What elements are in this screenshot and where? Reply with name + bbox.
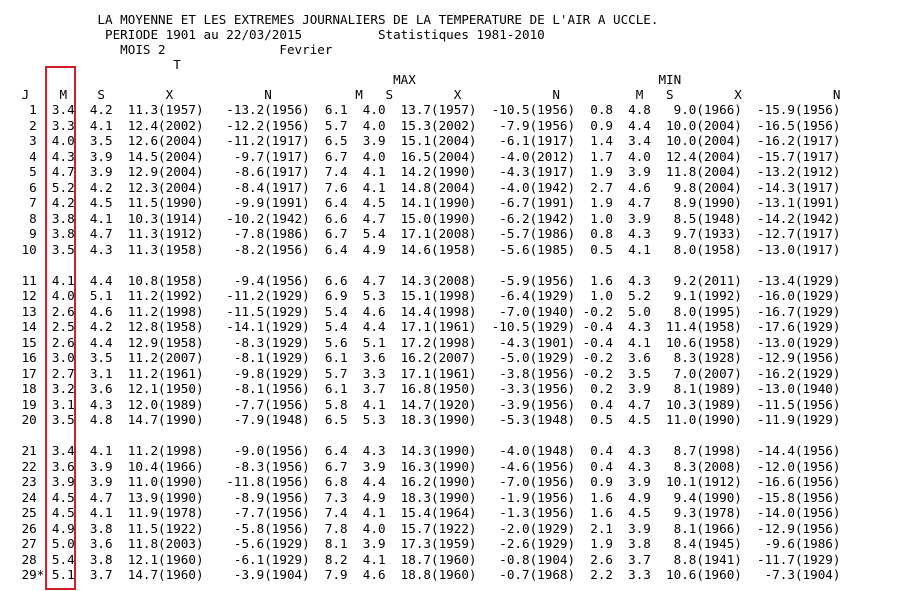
table-row: 12 4.0 5.1 11.2(1992) -11.2(1929) 6.9 5.3 15.1(1998) -6.4(1929) 1.0 5.2 9.1(1992) -16.0(1929)	[14, 288, 841, 303]
table-row: 22 3.6 3.9 10.4(1966) -8.3(1956) 6.7 3.9 16.3(1990) -4.6(1956) 0.4 4.3 8.3(2008) -12.0(1956)	[14, 458, 841, 474]
table-row: 3 4.0 3.5 12.6(2004) -11.2(1917) 6.5 3.9 15.1(2004) -6.1(1917) 1.4 3.4 10.0(2004) -16.2(1917)	[14, 133, 841, 148]
table-row: 28 5.4 3.8 12.1(1960) -6.1(1929) 8.2 4.1 18.7(1960) -0.8(1904) 2.6 3.7 8.8(1941) -11.7(1929)	[14, 551, 841, 567]
table-row: 6 5.2 4.2 12.3(2004) -8.4(1917) 7.6 4.1 14.8(2004) -4.0(1942) 2.7 4.6 9.8(2004) -14.3(1917)	[14, 179, 841, 195]
table-row: 29* 5.1 3.7 14.7(1960) -3.9(1904) 7.9 4.6 18.8(1960) -0.7(1968) 2.2 3.3 10.6(1960) -7.3(1904)	[14, 567, 841, 582]
table-row: 25 4.5 4.1 11.9(1978) -7.7(1956) 7.4 4.1 15.4(1964) -1.3(1956) 1.6 4.5 9.3(1978) -14.0(1956)	[14, 505, 841, 520]
table-row: 15 2.6 4.4 12.9(1958) -8.3(1929) 5.6 5.1 17.2(1998) -4.3(1901) -0.4 4.1 10.6(1958) -13.0(1929)	[14, 334, 841, 350]
report-title: LA MOYENNE ET LES EXTREMES JOURNALIERS DE LA TEMPERATURE DE L'AIR A UCCLE.	[14, 12, 659, 27]
row-group-spacer	[14, 428, 840, 444]
month-line: MOIS 2 Fevrier	[14, 42, 333, 58]
table-row: 9 3.8 4.7 11.3(1912) -7.8(1986) 6.7 5.4 17.1(2008) -5.7(1986) 0.8 4.3 9.7(1933) -12.7(1917)	[14, 226, 841, 241]
table-row: 18 3.2 3.6 12.1(1950) -8.1(1956) 6.1 3.7 16.8(1950) -3.3(1956) 0.2 3.9 8.1(1989) -13.0(1940)	[14, 381, 841, 396]
table-row: 17 2.7 3.1 11.2(1961) -9.8(1929) 5.7 3.3 17.1(1961) -3.8(1956) -0.2 3.5 7.0(2007) -16.2(1929)	[14, 365, 841, 381]
table-row: 23 3.9 3.9 11.0(1990) -11.8(1956) 6.8 4.4 16.2(1990) -7.0(1956) 0.9 3.9 10.1(1912) -16.6(1956)	[14, 474, 841, 489]
daily-data-table	[14, 102, 840, 583]
table-row: 19 3.1 4.3 12.0(1989) -7.7(1956) 5.8 4.1 14.7(1920) -3.9(1956) 0.4 4.7 10.3(1989) -11.5(1956)	[14, 396, 841, 412]
table-row: 13 2.6 4.6 11.2(1998) -11.5(1929) 5.4 4.6 14.4(1998) -7.0(1940) -0.2 5.0 8.0(1995) -16.7(1929)	[14, 303, 841, 319]
table-row: 14 2.5 4.2 12.8(1958) -14.1(1929) 5.4 4.4 17.1(1961) -10.5(1929) -0.4 4.3 11.4(1958) -17.6(1929)	[14, 319, 841, 334]
row-group-spacer	[14, 257, 840, 273]
table-row: 4 4.3 3.9 14.5(2004) -9.7(1917) 6.7 4.0 16.5(2004) -4.0(2012) 1.7 4.0 12.4(2004) -15.7(1917)	[14, 148, 841, 164]
m-column-highlight-box	[45, 66, 76, 590]
table-row: 26 4.9 3.8 11.5(1922) -5.8(1956) 7.8 4.0 15.7(1922) -2.0(1929) 2.1 3.9 8.1(1966) -12.9(1956)	[14, 520, 841, 536]
column-headers: J M S X N M S X N M S X N	[14, 87, 841, 103]
table-row: 27 5.0 3.6 11.8(2003) -5.6(1929) 8.1 3.9 17.3(1959) -2.6(1929) 1.9 3.8 8.4(1945) -9.6(1986)	[14, 536, 841, 551]
table-row: 24 4.5 4.7 13.9(1990) -8.9(1956) 7.3 4.9 18.3(1990) -1.9(1956) 1.6 4.9 9.4(1990) -15.8(1956)	[14, 489, 841, 505]
table-row: 5 4.7 3.9 12.9(2004) -8.6(1917) 7.4 4.1 14.2(1990) -4.3(1917) 1.9 3.9 11.8(2004) -13.2(1912)	[14, 164, 841, 179]
table-row: 8 3.8 4.1 10.3(1914) -10.2(1942) 6.6 4.7 15.0(1990) -6.2(1942) 1.0 3.9 8.5(1948) -14.2(1942)	[14, 210, 841, 226]
table-row: 20 3.5 4.8 14.7(1990) -7.9(1948) 6.5 5.3 18.3(1990) -5.3(1948) 0.5 4.5 11.0(1990) -11.9(1929)	[14, 412, 841, 427]
table-row: 10 3.5 4.3 11.3(1958) -8.2(1956) 6.4 4.9 14.6(1958) -5.6(1985) 0.5 4.1 8.0(1958) -13.0(1917)	[14, 241, 841, 257]
table-row: 1 3.4 4.2 11.3(1957) -13.2(1956) 6.1 4.0 13.7(1957) -10.5(1956) 0.8 4.8 9.0(1966) -15.9(1956)	[14, 102, 841, 117]
table-row: 11 4.1 4.4 10.8(1958) -9.4(1956) 6.6 4.7 14.3(2008) -5.9(1956) 1.6 4.3 9.2(2011) -13.4(1929)	[14, 272, 841, 288]
table-row: 7 4.2 4.5 11.5(1990) -9.9(1991) 6.4 4.5 14.1(1990) -6.7(1991) 1.9 4.7 8.9(1990) -13.1(1991)	[14, 195, 841, 210]
table-row: 16 3.0 3.5 11.2(2007) -8.1(1929) 6.1 3.6 16.2(2007) -5.0(1929) -0.2 3.6 8.3(1928) -12.9(1956)	[14, 350, 841, 365]
period-line: PERIODE 1901 au 22/03/2015 Statistiques 1981-2010	[14, 27, 545, 43]
max-min-group-labels: MAX MIN	[14, 72, 682, 88]
document-header	[14, 12, 840, 103]
table-row: 2 3.3 4.1 12.4(2002) -12.2(1956) 5.7 4.0 15.3(2002) -7.9(1956) 0.9 4.4 10.0(2004) -16.5(1956)	[14, 117, 841, 133]
table-row: 21 3.4 4.1 11.2(1998) -9.0(1956) 6.4 4.3 14.3(1990) -4.0(1948) 0.4 4.3 8.7(1998) -14.4(1956)	[14, 443, 841, 458]
temperature-group-label: T	[14, 57, 181, 73]
